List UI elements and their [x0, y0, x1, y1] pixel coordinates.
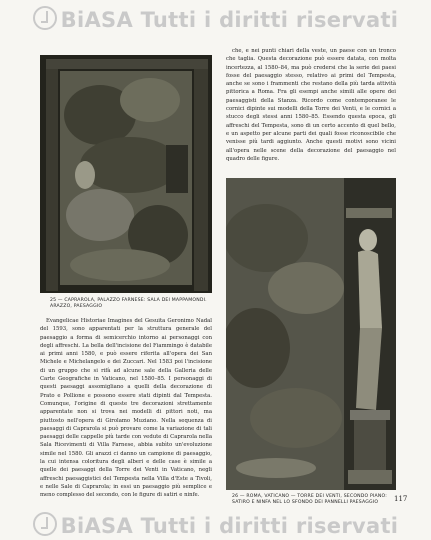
watermark-top — [0, 6, 431, 32]
paragraph: che, e nei punti chiari della veste, un paese con un tronco che taglia. Questa decorazione può essere datata, con molta incertezza, al 1580–84, ma può credersi che la serie dei paesi fosse del paesaggio stesso, relativo ai primi del Tempesta, anche se sono i frammenti che restano della più tarda attività pittorica a Roma. Fra gli esempi anche simili alle opere dei paesaggisti della Stanza. Ricordo come contemporanee le cornici dipinte sui modelli della Torre dei Venti, e le cornici a stucco degli stessi anni 1580–85. Essendo questa epoca, gli affreschi del Tempesta, sono di un certo accento di quel bello, e un aspetto per alcune parti dei quali fosse riconoscibile che venisse più tardi aggiunto. Anche questi motivi sono vicini all'opera nelle scene della decorazione del paesaggio nel quadro delle figure. — [226, 48, 396, 162]
figure-fresco-image — [226, 178, 396, 490]
page-number: 117 — [394, 495, 408, 503]
figure-tapestry-image — [40, 55, 212, 293]
watermark-text: BiASA Tutti i diritti riservati — [60, 514, 399, 538]
copyright-check-icon — [33, 512, 57, 536]
body-text-right-column — [226, 47, 396, 163]
figure-caption-tapestry: 25 — CAPRAROLA, PALAZZO FARNESE: SALA DEI MAPPAMONDI. ARAZZO, PAESAGGIO — [50, 298, 207, 309]
watermark-text: BiASA Tutti i diritti riservati — [60, 8, 399, 32]
figure-caption-fresco: 26 — ROMA, VATICANO — TORRE DEI VENTI, SECONDO PIANO: SATIRO E NINFA NEL LO SFONDO DEI PANNELLI PAESAGGIO — [232, 494, 387, 505]
body-text-left-column — [40, 317, 212, 500]
watermark-bottom — [0, 512, 431, 538]
paragraph: Evangelicae Historiae Imagines del Gesuita Geronimo Nadal del 1593, sono apparentati per la struttura generale del paesaggio a forma di semicerchio intorno ai personaggi con degli affreschi. La bella dell'incisione del Fiammingo è databile ai primi anni 1580, e può essere riferita all'opera dei San Michele e Michelangelo e dei Zuccari. Nel 1583 poi l'incisione di un gruppo che si rifà ad alcune sale della Galleria delle Carte Geografiche in Vaticano, nel 1580–85. I personaggi di questi paesaggi assomigliano a quelli della decorazione di Prato e Pollione e possono essere stati dipinti dal Tempesta. Comunque, l'origine di queste tre decorazioni strettamente apparentate non si trova nei modelli di pittori noti, ma piuttosto nell'opera di Girolamo Muziano. Nella sequenza di paesaggi di Caprarola si può provare come la variazione di tali paesaggi delle cappelle più tarde con vedute di Caprarola nella Sala Ricevimenti di Villa Farnese, abbia subìto un'evoluzione simile nel 1580. Gli arazzi ci danno un campione di paesaggio, la cui intensa coloritura degli alberi e delle case è simile a quelle dei paesaggi della Torre dei Venti in Vaticano, negli affreschi paesaggistici del Tempesta nella Villa d'Este a Tivoli, e nelle Sale di Caprarola; in essi un paesaggio più semplice e meno complesso del secondo, con le figure di satiri e ninfe. — [40, 318, 212, 499]
copyright-check-icon — [33, 6, 57, 30]
